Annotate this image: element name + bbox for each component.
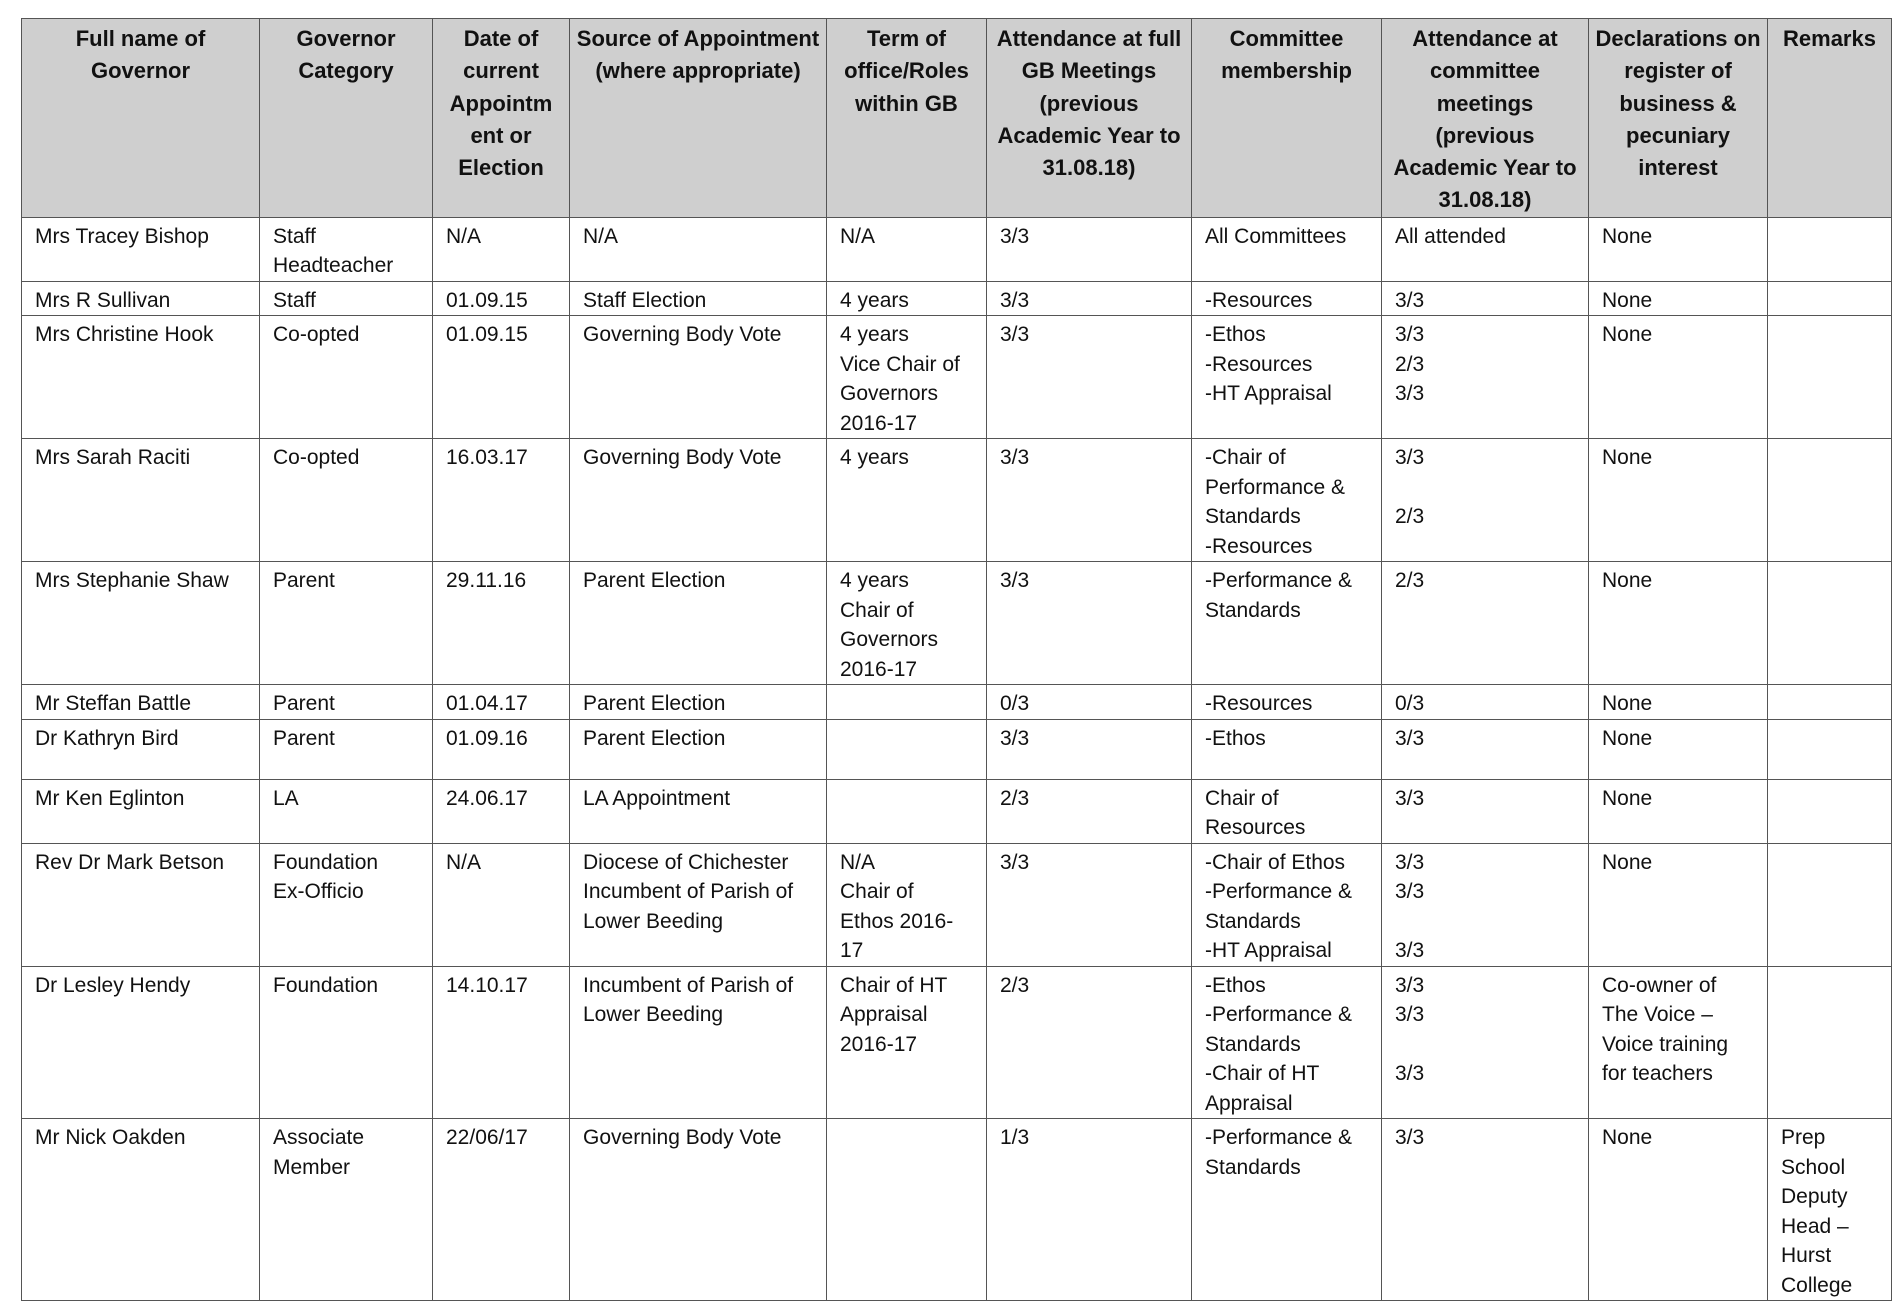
cell-term-of-office: 4 years Chair of Governors 2016-17: [827, 562, 987, 685]
cell-governor-name: Mrs R Sullivan: [22, 281, 260, 316]
cell-committee-attendance: 3/3 2/3 3/3: [1382, 316, 1589, 439]
cell-governor-name: Mrs Stephanie Shaw: [22, 562, 260, 685]
table-row: [22, 685, 1892, 720]
cell-appointment-date: 16.03.17: [433, 439, 570, 562]
header-full-gb-attendance: Attendance at full GB Meetings (previous Academic Year to 31.08.18): [987, 19, 1192, 218]
cell-committee-attendance: 3/3: [1382, 779, 1589, 843]
cell-committee-membership: -Performance & Standards: [1192, 1119, 1382, 1301]
table-body: [22, 217, 1892, 1301]
cell-governor-category: Staff Headteacher: [260, 217, 433, 281]
table-row: [22, 439, 1892, 562]
cell-appointment-date: N/A: [433, 217, 570, 281]
cell-governor-name: Mrs Sarah Raciti: [22, 439, 260, 562]
cell-governor-category: LA: [260, 779, 433, 843]
cell-remarks: [1768, 966, 1892, 1119]
table-row: [22, 843, 1892, 966]
cell-committee-attendance: 2/3: [1382, 562, 1589, 685]
cell-full-gb-attendance: 3/3: [987, 316, 1192, 439]
cell-appointment-source: Governing Body Vote: [570, 439, 827, 562]
cell-declarations: None: [1589, 562, 1768, 685]
cell-declarations: None: [1589, 685, 1768, 720]
cell-remarks: [1768, 562, 1892, 685]
cell-committee-membership: Chair of Resources: [1192, 779, 1382, 843]
cell-declarations: None: [1589, 719, 1768, 779]
cell-remarks: [1768, 439, 1892, 562]
cell-term-of-office: [827, 779, 987, 843]
cell-committee-membership: -Resources: [1192, 281, 1382, 316]
table-row: [22, 1119, 1892, 1301]
cell-committee-membership: -Ethos -Performance & Standards -Chair of HT Appraisal: [1192, 966, 1382, 1119]
cell-remarks: [1768, 316, 1892, 439]
table-row: [22, 719, 1892, 779]
header-committee-membership: Committee membership: [1192, 19, 1382, 218]
cell-governor-name: Rev Dr Mark Betson: [22, 843, 260, 966]
cell-declarations: None: [1589, 281, 1768, 316]
cell-term-of-office: [827, 719, 987, 779]
header-declarations: Declarations on register of business & pecuniary interest: [1589, 19, 1768, 218]
cell-appointment-source: Governing Body Vote: [570, 316, 827, 439]
governors-register-table: [21, 18, 1892, 1301]
cell-declarations: None: [1589, 439, 1768, 562]
cell-full-gb-attendance: 3/3: [987, 439, 1192, 562]
cell-committee-membership: -Ethos -Resources -HT Appraisal: [1192, 316, 1382, 439]
cell-governor-category: Staff: [260, 281, 433, 316]
cell-committee-attendance: 3/3: [1382, 1119, 1589, 1301]
cell-remarks: [1768, 719, 1892, 779]
cell-committee-membership: -Ethos: [1192, 719, 1382, 779]
cell-committee-attendance: 3/3 3/3 3/3: [1382, 843, 1589, 966]
cell-governor-category: Foundation: [260, 966, 433, 1119]
table-row: [22, 966, 1892, 1119]
cell-appointment-date: 01.09.15: [433, 281, 570, 316]
cell-governor-name: Dr Kathryn Bird: [22, 719, 260, 779]
cell-governor-name: Mrs Tracey Bishop: [22, 217, 260, 281]
cell-full-gb-attendance: 2/3: [987, 966, 1192, 1119]
cell-full-gb-attendance: 3/3: [987, 562, 1192, 685]
cell-committee-attendance: 3/3: [1382, 719, 1589, 779]
cell-full-gb-attendance: 0/3: [987, 685, 1192, 720]
cell-declarations: Co-owner of The Voice – Voice training for teachers: [1589, 966, 1768, 1119]
header-appointment-date: Date of current Appointm ent or Election: [433, 19, 570, 218]
cell-committee-attendance: 0/3: [1382, 685, 1589, 720]
cell-remarks: [1768, 281, 1892, 316]
cell-governor-category: Parent: [260, 562, 433, 685]
header-committee-attendance: Attendance at committee meetings (previous Academic Year to 31.08.18): [1382, 19, 1589, 218]
cell-committee-attendance: 3/3 3/3 3/3: [1382, 966, 1589, 1119]
cell-remarks: Prep School Deputy Head – Hurst College: [1768, 1119, 1892, 1301]
table-row: [22, 217, 1892, 281]
cell-appointment-source: Parent Election: [570, 562, 827, 685]
cell-term-of-office: [827, 1119, 987, 1301]
cell-remarks: [1768, 779, 1892, 843]
cell-appointment-date: 01.09.16: [433, 719, 570, 779]
cell-appointment-source: Parent Election: [570, 685, 827, 720]
header-term-of-office: Term of office/Roles within GB: [827, 19, 987, 218]
cell-term-of-office: N/A: [827, 217, 987, 281]
cell-term-of-office: Chair of HT Appraisal 2016-17: [827, 966, 987, 1119]
cell-full-gb-attendance: 3/3: [987, 281, 1192, 316]
cell-committee-membership: -Resources: [1192, 685, 1382, 720]
cell-term-of-office: 4 years: [827, 281, 987, 316]
cell-remarks: [1768, 843, 1892, 966]
cell-appointment-date: N/A: [433, 843, 570, 966]
cell-term-of-office: 4 years: [827, 439, 987, 562]
cell-appointment-date: 01.09.15: [433, 316, 570, 439]
table-row: [22, 779, 1892, 843]
cell-remarks: [1768, 685, 1892, 720]
cell-committee-membership: -Chair of Ethos -Performance & Standards -HT Appraisal: [1192, 843, 1382, 966]
cell-governor-category: Co-opted: [260, 316, 433, 439]
cell-declarations: None: [1589, 1119, 1768, 1301]
cell-appointment-date: 24.06.17: [433, 779, 570, 843]
cell-governor-name: Dr Lesley Hendy: [22, 966, 260, 1119]
cell-declarations: None: [1589, 843, 1768, 966]
cell-full-gb-attendance: 3/3: [987, 217, 1192, 281]
cell-committee-membership: All Committees: [1192, 217, 1382, 281]
cell-appointment-source: Parent Election: [570, 719, 827, 779]
cell-governor-category: Co-opted: [260, 439, 433, 562]
cell-declarations: None: [1589, 779, 1768, 843]
table-row: [22, 316, 1892, 439]
cell-term-of-office: [827, 685, 987, 720]
table-header: [22, 19, 1892, 218]
table-row: [22, 562, 1892, 685]
cell-governor-name: Mr Steffan Battle: [22, 685, 260, 720]
cell-full-gb-attendance: 2/3: [987, 779, 1192, 843]
header-appointment-source: Source of Appointment (where appropriate): [570, 19, 827, 218]
cell-appointment-source: LA Appointment: [570, 779, 827, 843]
cell-committee-attendance: All attended: [1382, 217, 1589, 281]
cell-appointment-source: N/A: [570, 217, 827, 281]
cell-declarations: None: [1589, 316, 1768, 439]
cell-full-gb-attendance: 1/3: [987, 1119, 1192, 1301]
cell-governor-name: Mr Ken Eglinton: [22, 779, 260, 843]
cell-governor-name: Mrs Christine Hook: [22, 316, 260, 439]
cell-appointment-date: 14.10.17: [433, 966, 570, 1119]
cell-governor-category: Foundation Ex-Officio: [260, 843, 433, 966]
cell-appointment-date: 01.04.17: [433, 685, 570, 720]
header-row: [22, 19, 1892, 218]
cell-committee-attendance: 3/3: [1382, 281, 1589, 316]
cell-appointment-source: Incumbent of Parish of Lower Beeding: [570, 966, 827, 1119]
cell-full-gb-attendance: 3/3: [987, 719, 1192, 779]
header-remarks: Remarks: [1768, 19, 1892, 218]
cell-full-gb-attendance: 3/3: [987, 843, 1192, 966]
cell-appointment-source: Staff Election: [570, 281, 827, 316]
cell-term-of-office: 4 years Vice Chair of Governors 2016-17: [827, 316, 987, 439]
cell-governor-category: Associate Member: [260, 1119, 433, 1301]
cell-declarations: None: [1589, 217, 1768, 281]
table-row: [22, 281, 1892, 316]
cell-committee-membership: -Chair of Performance & Standards -Resources: [1192, 439, 1382, 562]
cell-appointment-source: Governing Body Vote: [570, 1119, 827, 1301]
cell-governor-name: Mr Nick Oakden: [22, 1119, 260, 1301]
cell-governor-category: Parent: [260, 685, 433, 720]
cell-committee-attendance: 3/3 2/3: [1382, 439, 1589, 562]
cell-appointment-date: 22/06/17: [433, 1119, 570, 1301]
header-governor-category: Governor Category: [260, 19, 433, 218]
cell-appointment-source: Diocese of Chichester Incumbent of Parish of Lower Beeding: [570, 843, 827, 966]
cell-remarks: [1768, 217, 1892, 281]
cell-committee-membership: -Performance & Standards: [1192, 562, 1382, 685]
cell-appointment-date: 29.11.16: [433, 562, 570, 685]
header-governor-name: Full name of Governor: [22, 19, 260, 218]
cell-governor-category: Parent: [260, 719, 433, 779]
cell-term-of-office: N/A Chair of Ethos 2016- 17: [827, 843, 987, 966]
